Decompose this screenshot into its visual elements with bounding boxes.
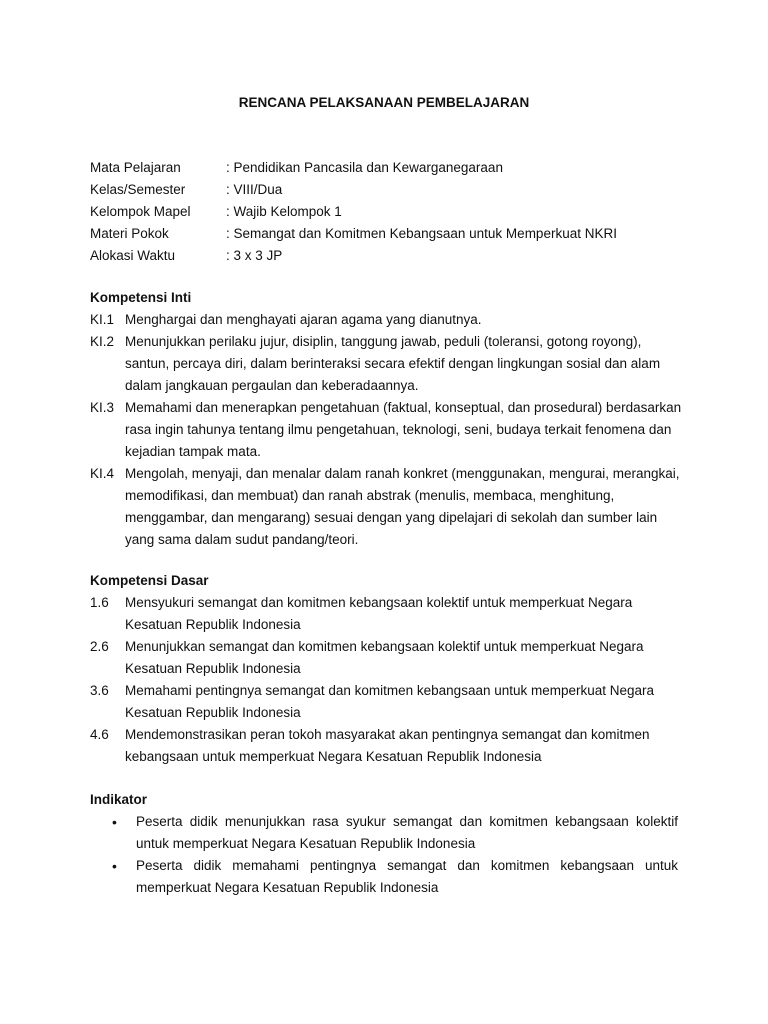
info-row-alokasi-waktu — [90, 245, 617, 267]
kd-label: 1.6 — [90, 595, 109, 610]
ki-label: KI.1 — [90, 312, 115, 327]
document-title: RENCANA PELAKSANAAN PEMBELAJARAN — [238, 95, 530, 110]
ki-item — [90, 331, 690, 397]
info-value: : Semangat dan Komitmen Kebangsaan untuk Memperkuat NKRI — [226, 226, 617, 241]
ki-text: Menghargai dan menghayati ajaran agama yang dianutnya. — [125, 312, 482, 327]
kompetensi-inti-list — [90, 309, 690, 551]
ki-item — [90, 463, 690, 551]
ki-item — [90, 309, 690, 331]
info-label: Kelompok Mapel — [90, 204, 191, 219]
indikator-text: Peserta didik memahami pentingnya semangat dan komitmen kebangsaan untuk memperkuat Negara Kesatuan Republik Indonesia — [136, 858, 678, 895]
kd-label: 2.6 — [90, 639, 109, 654]
kd-item — [90, 636, 690, 680]
kd-label: 4.6 — [90, 727, 109, 742]
info-row-materi-pokok — [90, 223, 617, 245]
info-label: Materi Pokok — [90, 226, 169, 241]
info-label: Kelas/Semester — [90, 182, 186, 197]
indikator-heading: Indikator — [90, 792, 148, 807]
ki-label: KI.2 — [90, 334, 115, 349]
bullet-icon: • — [112, 814, 117, 830]
info-value: : 3 x 3 JP — [226, 248, 283, 263]
indikator-text: Peserta didik menunjukkan rasa syukur semangat dan komitmen kebangsaan kolektif untuk memperkuat Negara Kesatuan Republik Indonesia — [136, 814, 678, 851]
kompetensi-dasar-list — [90, 592, 690, 768]
kompetensi-inti-heading: Kompetensi Inti — [90, 290, 192, 305]
info-row-mata-pelajaran — [90, 157, 617, 179]
kompetensi-dasar-heading: Kompetensi Dasar — [90, 573, 209, 588]
info-row-kelas-semester — [90, 179, 617, 201]
indikator-item — [112, 855, 678, 899]
kd-text: Memahami pentingnya semangat dan komitmen kebangsaan untuk memperkuat Negara Kesatuan Republik Indonesia — [125, 683, 655, 720]
bullet-icon: • — [112, 858, 117, 874]
ki-label: KI.4 — [90, 466, 115, 481]
ki-text: Mengolah, menyaji, dan menalar dalam ranah konkret (menggunakan, mengurai, merangkai, memodifikasi, dan membuat) dan ranah abstrak (menulis, membaca, menghitung, menggambar, dan mengarang) sesuai dengan yang dipelajari di sekolah dan sumber lain yang sama dalam sudut pandang/teori. — [125, 466, 680, 547]
kd-item — [90, 680, 690, 724]
kd-item — [90, 592, 690, 636]
ki-text: Menunjukkan perilaku jujur, disiplin, tanggung jawab, peduli (toleransi, gotong royong), santun, percaya diri, dalam berinteraksi secara efektif dengan lingkungan sosial dan alam dalam jangkauan pergaulan dan keberadaannya. — [125, 334, 661, 393]
info-value: : Pendidikan Pancasila dan Kewarganegaraan — [226, 160, 503, 175]
kd-text: Mendemonstrasikan peran tokoh masyarakat akan pentingnya semangat dan komitmen kebangsaan untuk memperkuat Negara Kesatuan Republik Indonesia — [125, 727, 650, 764]
kd-text: Mensyukuri semangat dan komitmen kebangsaan kolektif untuk memperkuat Negara Kesatuan Republik Indonesia — [125, 595, 633, 632]
indikator-item — [112, 811, 678, 855]
info-value: : Wajib Kelompok 1 — [226, 204, 342, 219]
kd-label: 3.6 — [90, 683, 109, 698]
kd-text: Menunjukkan semangat dan komitmen kebangsaan kolektif untuk memperkuat Negara Kesatuan Republik Indonesia — [125, 639, 644, 676]
kd-item — [90, 724, 690, 768]
ki-label: KI.3 — [90, 400, 115, 415]
info-label: Alokasi Waktu — [90, 248, 176, 263]
info-value: : VIII/Dua — [226, 182, 283, 197]
info-label: Mata Pelajaran — [90, 160, 181, 175]
ki-text: Memahami dan menerapkan pengetahuan (faktual, konseptual, dan prosedural) berdasarkan rasa ingin tahunya tentang ilmu pengetahuan, teknologi, seni, budaya terkait fenomena dan kejadian tampak mata. — [125, 400, 682, 459]
indikator-list — [112, 811, 678, 899]
info-row-kelompok-mapel — [90, 201, 617, 223]
ki-item — [90, 397, 690, 463]
info-table — [90, 157, 617, 267]
